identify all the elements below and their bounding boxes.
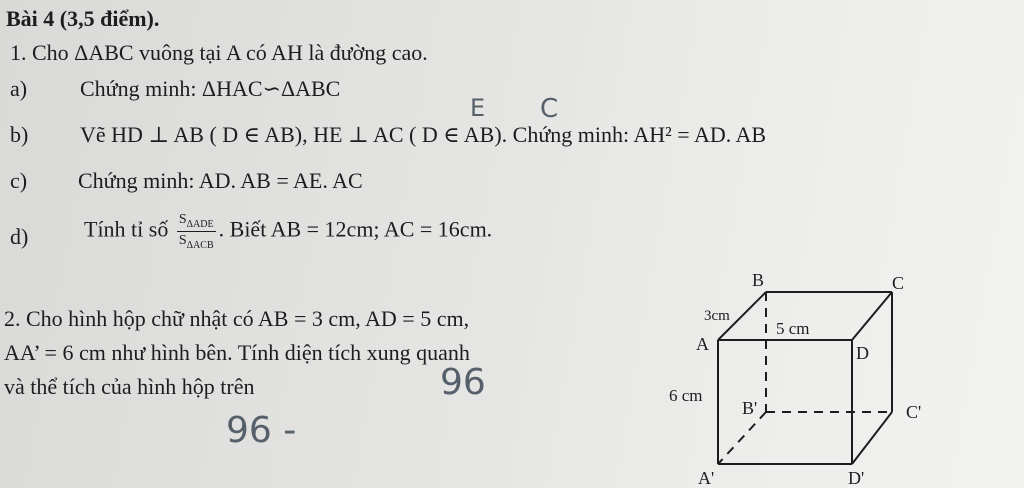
item-b-label: b) bbox=[10, 122, 29, 147]
fraction-denominator-sub: ΔACB bbox=[186, 239, 214, 251]
vertex-A: A bbox=[696, 334, 709, 354]
exercise-title: Bài 4 (3,5 điểm). bbox=[6, 6, 160, 31]
handwritten-answer-1: 96 bbox=[440, 362, 486, 403]
item-a-label: a) bbox=[10, 76, 28, 101]
handwritten-c: C bbox=[540, 94, 559, 124]
item-c-label: c) bbox=[10, 168, 28, 193]
item-d-suffix: . Biết AB = 12cm; AC = 16cm. bbox=[218, 216, 493, 242]
fraction-numerator: S bbox=[178, 212, 187, 227]
handwritten-e: E bbox=[470, 94, 486, 122]
item-b-text: Vẽ HD ⊥ AB ( D ∈ AB), HE ⊥ AC ( D ∈ AB). Chứng minh: AH² = AD. AB bbox=[80, 122, 767, 147]
fraction-numerator-sub: ΔADE bbox=[186, 218, 214, 230]
item-a-text: Chứng minh: ΔHAC∽ΔABC bbox=[80, 76, 341, 101]
vertex-C: C bbox=[892, 273, 905, 293]
part2-line1: 2. Cho hình hộp chữ nhật có AB = 3 cm, AD = 5 cm, bbox=[4, 306, 470, 331]
vertex-B-prime: B' bbox=[742, 398, 758, 418]
vertex-A-prime: A' bbox=[698, 468, 715, 488]
vertex-C-prime: C' bbox=[906, 402, 922, 422]
dimension-6cm: 6 cm bbox=[669, 386, 703, 405]
part2-line2: AA’ = 6 cm như hình bên. Tính diện tích xung quanh bbox=[4, 340, 470, 365]
item-d-label: d) bbox=[10, 224, 29, 249]
edge-B2A2 bbox=[718, 412, 766, 464]
item-d-prefix: Tính tỉ số bbox=[84, 216, 169, 242]
item-c-text: Chứng minh: AD. AB = AE. AC bbox=[78, 168, 363, 193]
vertex-D-prime: D' bbox=[848, 468, 865, 488]
fraction-denominator: S bbox=[178, 232, 187, 248]
edge-D2C2 bbox=[852, 412, 892, 464]
hidden-edges bbox=[718, 292, 892, 464]
part2-line3: và thể tích của hình hộp trên bbox=[4, 374, 255, 399]
dimension-3cm: 3cm bbox=[704, 308, 730, 324]
box-edges bbox=[718, 292, 892, 464]
dimension-5cm: 5 cm bbox=[776, 319, 810, 338]
part1-intro: 1. Cho ΔABC vuông tại A có AH là đường cao. bbox=[10, 40, 428, 65]
vertex-D: D bbox=[856, 343, 869, 363]
vertex-B: B bbox=[752, 270, 765, 290]
edge-DC bbox=[852, 292, 892, 340]
handwritten-answer-2: 96 - bbox=[226, 410, 297, 451]
